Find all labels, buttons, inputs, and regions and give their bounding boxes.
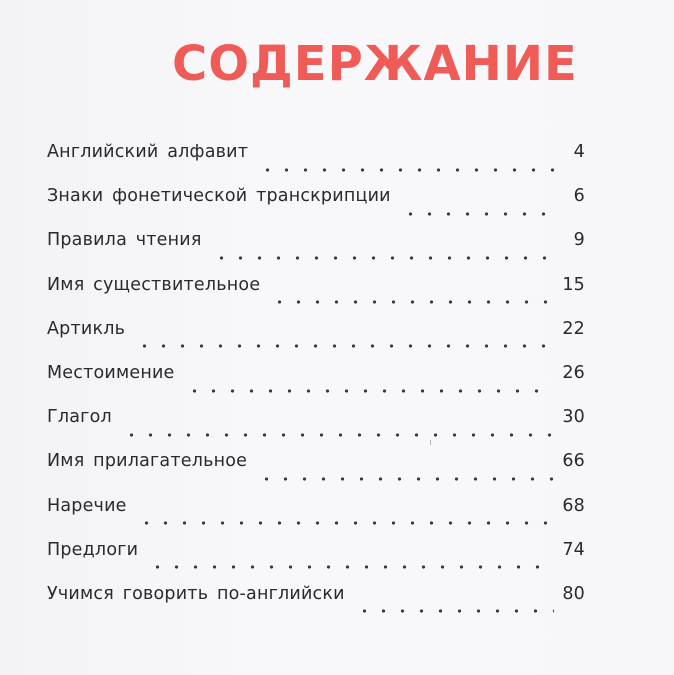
toc-entry-title: Имя прилагательное (47, 451, 248, 472)
table-of-contents (47, 142, 585, 628)
toc-entry (47, 407, 585, 451)
toc-entry-page-number: 68 (562, 495, 585, 516)
toc-entry-page-number: 15 (562, 274, 585, 295)
toc-entry (47, 142, 585, 186)
toc-entry (47, 275, 585, 319)
dot-leader (122, 433, 554, 437)
toc-entry-title: Имя существительное (47, 274, 261, 295)
dot-leader (212, 256, 555, 260)
toc-entry-title: Английский алфавит (47, 142, 249, 162)
toc-entry-page-number: 30 (562, 407, 585, 428)
toc-entry (47, 230, 585, 274)
toc-entry-page-number: 74 (562, 539, 585, 560)
toc-entry-page-number: 4 (573, 142, 585, 162)
page-title: СОДЕРЖАНИЕ (172, 36, 578, 92)
toc-entry (47, 451, 585, 495)
toc-entry-page-number: 80 (562, 583, 585, 604)
toc-entry-title: Предлоги (47, 539, 139, 560)
toc-entry-title: Глагол (47, 407, 112, 428)
toc-entry (47, 319, 585, 363)
toc-entry (47, 186, 585, 230)
toc-entry-title: Наречие (47, 495, 127, 516)
dot-leader (185, 389, 555, 393)
toc-entry (47, 540, 585, 584)
toc-entry-page-number: 22 (562, 318, 585, 339)
toc-entry-page-number: 26 (562, 362, 585, 383)
toc-entry-title: Местоимение (47, 362, 175, 383)
dot-leader (258, 168, 555, 172)
toc-entry-title: Учимся говорить по-английски (47, 583, 345, 604)
toc-entry (47, 584, 585, 628)
toc-entry-page-number: 66 (562, 451, 585, 472)
dot-leader (270, 300, 554, 304)
dot-leader (257, 477, 554, 481)
dot-leader (148, 565, 554, 569)
toc-entry (47, 496, 585, 540)
toc-entry-title: Артикль (47, 318, 126, 339)
toc-entry-page-number: 6 (573, 186, 585, 207)
toc-entry (47, 363, 585, 407)
dot-leader (401, 212, 555, 216)
dot-leader (355, 609, 555, 613)
dot-leader (137, 521, 555, 525)
print-speck (430, 440, 431, 445)
toc-entry-title: Знаки фонетической транскрипции (47, 186, 391, 207)
toc-entry-title: Правила чтения (47, 230, 202, 251)
dot-leader (135, 344, 554, 348)
toc-entry-page-number: 9 (573, 230, 585, 251)
